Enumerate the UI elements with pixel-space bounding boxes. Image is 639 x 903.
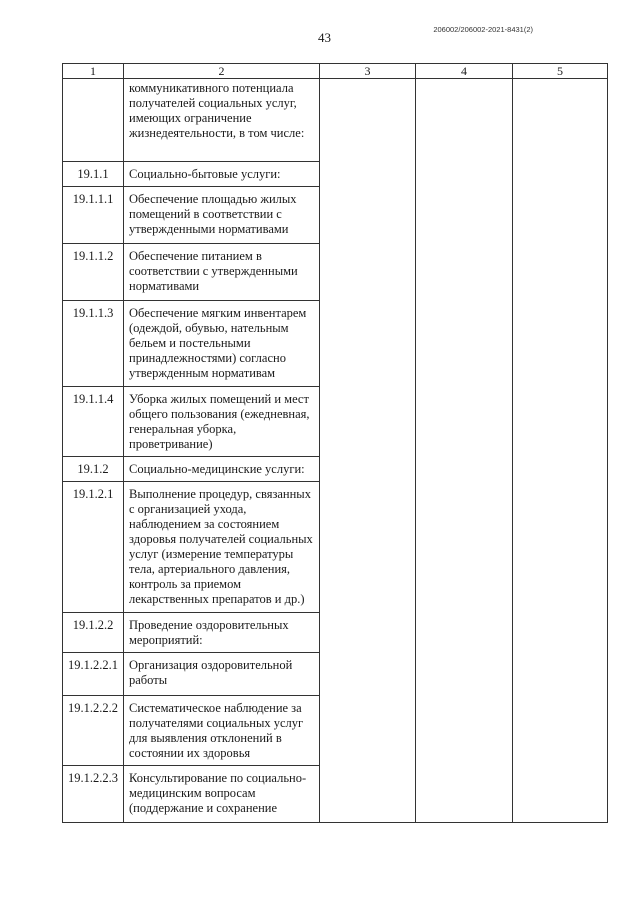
row-description: коммуникативного потенциала получателей социальных услуг, имеющих ограничение жизнедеятельности, в том числе: — [124, 79, 320, 162]
column-4-cell — [416, 79, 513, 823]
column-5-cell — [513, 79, 608, 823]
row-number — [63, 79, 124, 162]
page-number: 43 — [318, 30, 331, 45]
column-header: 1 — [63, 64, 124, 79]
row-number: 19.1.1.4 — [63, 387, 124, 457]
services-table — [62, 63, 608, 823]
row-number: 19.1.2.2.1 — [63, 653, 124, 696]
row-description: Выполнение процедур, связанных с организацией ухода, наблюдением за состоянием здоровья получателей социальных услуг (измерение температуры тела, артериального давления, контроль за приемом лекарственных препаратов и др.) — [124, 482, 320, 613]
column-header: 5 — [513, 64, 608, 79]
document-id: 206002/206002-2021-8431(2) — [433, 25, 533, 34]
column-header: 3 — [320, 64, 416, 79]
row-description: Консультирование по социально-медицинским вопросам (поддержание и сохранение — [124, 766, 320, 823]
row-number: 19.1.2 — [63, 457, 124, 482]
column-header: 4 — [416, 64, 513, 79]
row-description: Обеспечение питанием в соответствии с утвержденными нормативами — [124, 244, 320, 301]
row-number: 19.1.2.2.3 — [63, 766, 124, 823]
row-description: Обеспечение площадью жилых помещений в соответствии с утвержденными нормативами — [124, 187, 320, 244]
row-description: Организация оздоровительной работы — [124, 653, 320, 696]
column-3-cell — [320, 79, 416, 823]
row-number: 19.1.1 — [63, 162, 124, 187]
row-number: 19.1.2.2 — [63, 613, 124, 653]
row-description: Проведение оздоровительных мероприятий: — [124, 613, 320, 653]
row-description: Социально-медицинские услуги: — [124, 457, 320, 482]
row-description: Систематическое наблюдение за получателями социальных услуг для выявления отклонений в состоянии их здоровья — [124, 696, 320, 766]
table-header-row — [63, 64, 608, 79]
column-header: 2 — [124, 64, 320, 79]
table-row — [63, 79, 608, 162]
row-description: Социально-бытовые услуги: — [124, 162, 320, 187]
row-description: Уборка жилых помещений и мест общего пользования (ежедневная, генеральная уборка, проветривание) — [124, 387, 320, 457]
row-description: Обеспечение мягким инвентарем (одеждой, обувью, нательным бельем и постельными принадлежностями) согласно утвержденным нормативам — [124, 301, 320, 387]
row-number: 19.1.2.2.2 — [63, 696, 124, 766]
row-number: 19.1.1.2 — [63, 244, 124, 301]
row-number: 19.1.1.1 — [63, 187, 124, 244]
row-number: 19.1.1.3 — [63, 301, 124, 387]
row-number: 19.1.2.1 — [63, 482, 124, 613]
